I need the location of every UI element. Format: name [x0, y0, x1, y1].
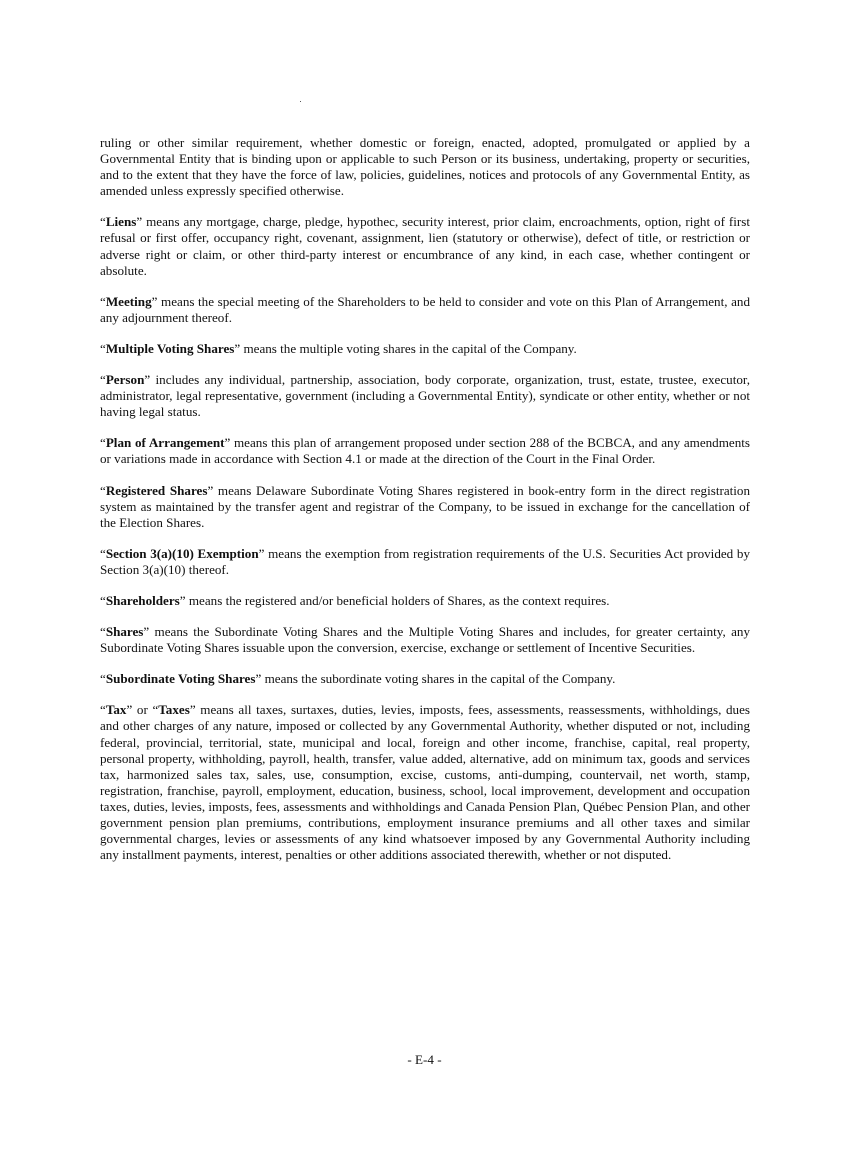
definition-multiple-voting-shares	[100, 341, 750, 357]
open-quote: “	[100, 435, 106, 451]
close-quote: ”	[151, 293, 158, 309]
open-quote: “	[100, 482, 106, 498]
definition-text: means the special meeting of the Shareholders to be held to consider and vote on this Plan of Arrangement, and any adjournment thereof.	[100, 293, 750, 325]
definition-section-3a10-exemption	[100, 546, 750, 578]
close-quote: ”	[224, 435, 231, 451]
definition-text: includes any individual, partnership, association, body corporate, organization, trust, estate, trustee, executor, administrator, legal representative, government (including a Governmental Entity), syndicate or other entity, whether or not having legal status.	[100, 372, 750, 420]
close-quote: ”	[136, 214, 143, 230]
open-quote: “	[100, 624, 106, 640]
definition-text: means Delaware Subordinate Voting Shares registered in book-entry form in the direct registration system as maintained by the transfer agent and registrar of the Company, to be issued in exchange for the cancellation of the Election Shares.	[100, 482, 750, 530]
close-quote: ”	[179, 592, 186, 608]
open-quote: “	[100, 592, 106, 608]
page-number: - E-4 -	[407, 1052, 442, 1067]
defined-term: Liens	[105, 214, 137, 230]
close-quote: ”	[258, 545, 265, 561]
defined-term: Registered Shares	[105, 482, 208, 498]
definition-text: means the multiple voting shares in the capital of the Company.	[240, 340, 577, 356]
definition-text: means the exemption from registration requirements of the U.S. Securities Act provided by Section 3(a)(10) thereof.	[100, 545, 750, 577]
close-quote: ”	[255, 671, 262, 687]
definition-text: means this plan of arrangement proposed under section 288 of the BCBCA, and any amendments or variations made in accordance with Section 4.1 or made at the direction of the Court in the Final Order.	[100, 435, 751, 467]
defined-term: Shares	[105, 624, 144, 640]
defined-term: Meeting	[105, 293, 152, 309]
scan-dot-mark	[300, 101, 301, 102]
close-quote: ”	[189, 702, 196, 718]
definition-tax	[100, 702, 750, 863]
definition-registered-shares	[100, 483, 750, 531]
document-body	[100, 135, 750, 878]
defined-term: Section 3(a)(10) Exemption	[105, 545, 259, 561]
defined-term: Person	[105, 372, 145, 388]
open-quote: “	[100, 671, 106, 687]
defined-term: Multiple Voting Shares	[105, 340, 235, 356]
close-quote: ”	[144, 372, 151, 388]
close-quote: ”	[207, 482, 214, 498]
open-quote: “	[100, 293, 106, 309]
quote-connector: ” or “	[126, 702, 159, 718]
definition-person	[100, 372, 750, 420]
open-quote: “	[100, 214, 106, 230]
open-quote: “	[100, 340, 106, 356]
close-quote: ”	[143, 624, 150, 640]
definition-shares	[100, 624, 750, 656]
open-quote: “	[100, 545, 106, 561]
continuation-text: ruling or other similar requirement, whether domestic or foreign, enacted, adopted, promulgated or applied by a Governmental Entity that is binding upon or applicable to such Person or its business, undertaking, property or securities, and to the extent that they have the force of law, policies, guidelines, notices and protocols of any Governmental Entity, as amended unless expressly specified otherwise.	[100, 135, 750, 199]
defined-term: Tax	[105, 702, 127, 718]
definition-liens	[100, 214, 750, 278]
definition-subordinate-voting-shares	[100, 671, 750, 687]
definition-text: means the Subordinate Voting Shares and the Multiple Voting Shares and includes, for greater certainty, any Subordinate Voting Shares issuable upon the conversion, exercise, exchange or settlement of Incentive Securities.	[100, 624, 750, 656]
definition-text: means any mortgage, charge, pledge, hypothec, security interest, prior claim, encroachments, option, right of first refusal or first offer, occupancy right, covenant, assignment, lien (statutory or otherwise), defect of title, or restriction or adverse right or claim, or other third-party interest or encumbrance of any kind, in each case, whether contingent or absolute.	[100, 214, 750, 278]
defined-term: Shareholders	[105, 592, 180, 608]
defined-term: Taxes	[158, 702, 190, 718]
definition-text: means the registered and/or beneficial holders of Shares, as the context requires.	[185, 592, 610, 608]
open-quote: “	[100, 702, 106, 718]
definition-shareholders	[100, 593, 750, 609]
definition-plan-of-arrangement	[100, 435, 750, 467]
close-quote: ”	[234, 340, 241, 356]
continuation-paragraph	[100, 135, 750, 199]
open-quote: “	[100, 372, 106, 388]
definition-text: means all taxes, surtaxes, duties, levies, imposts, fees, assessments, reassessments, withholdings, dues and other charges of any nature, imposed or collected by any Governmental Authority, whether disputed or not, including federal, provincial, territorial, state, municipal and local, foreign and other income, franchise, capital, real property, personal property, withholding, payroll, health, transfer, value added, alternative, add on minimum tax, goods and services tax, harmonized sales tax, sales, use, consumption, excise, customs, anti-dumping, countervail, net worth, stamp, registration, franchise, payroll, employment, education, business, school, local improvement, development and occupation taxes, duties, levies, imposts, fees, assessments and withholdings and Canada Pension Plan, Québec Pension Plan, and other government pension plan premiums, contributions, employment insurance premiums and all other taxes and similar governmental charges, levies or assessments of any kind whatsoever imposed by any Governmental Authority including any installment payments, interest, penalties or other additions associated therewith, whether or not disputed.	[100, 702, 751, 863]
defined-term: Plan of Arrangement	[105, 435, 225, 451]
definition-meeting	[100, 294, 750, 326]
defined-term: Subordinate Voting Shares	[105, 671, 256, 687]
definition-text: means the subordinate voting shares in the capital of the Company.	[261, 671, 616, 687]
